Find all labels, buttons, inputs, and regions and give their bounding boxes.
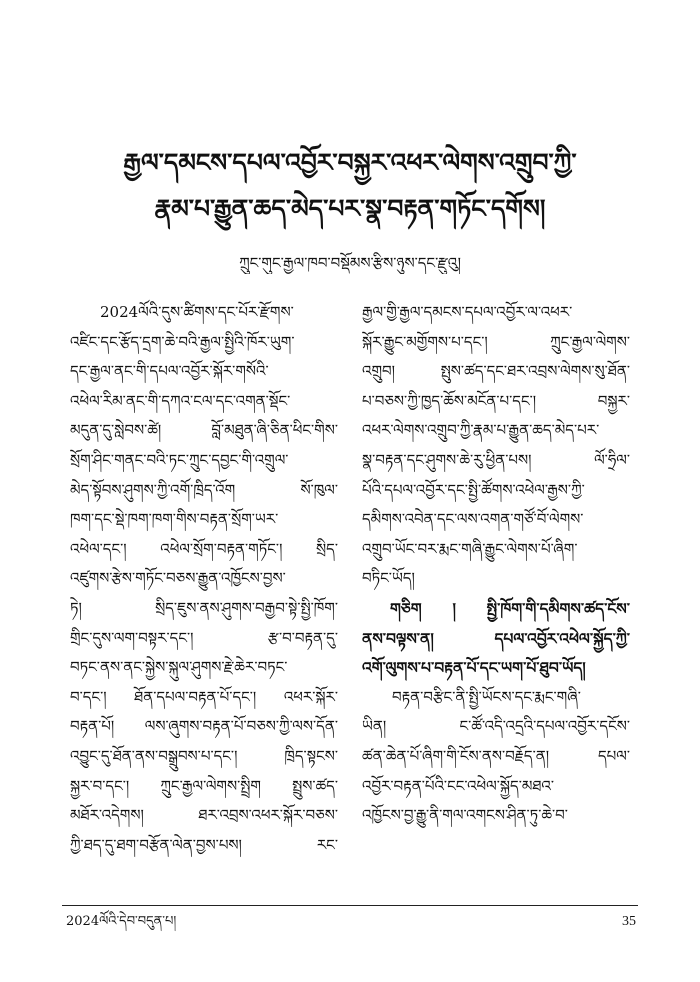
title-line-1: རྒྱལ་དམངས་དཔལ་འབྱོར་བསྐྱར་འཕར་ལེགས་འགྲུབ་ཀྱི་: [123, 148, 577, 177]
text-line: ཏེ། སྲིད་ཇུས་ནས་ཤུགས་བརྒྱབ་སྟེ་སྤྱི་ཁོག་: [70, 598, 338, 617]
text-line: དམིགས་འབེན་དང་ལས་འགན་གཙོ་བོ་ལེགས་: [362, 510, 584, 529]
text-line: བཏིང་ཡོད།: [362, 569, 415, 588]
text-line: ཀྱི་ཐད་དུ་ཐག་བརྩོན་ལེན་བྱས་པས། རང་: [70, 835, 338, 854]
text-line: དང་རྒྱལ་ནང་གི་དཔལ་འབྱོར་སྐོར་གསོའི་: [70, 362, 269, 381]
text-line: འགྲུབ། སྤུས་ཚད་དང་ཐར་འབྲས་ལེགས་སུ་ཐོན་: [362, 362, 630, 381]
right-paragraph-1: [362, 298, 630, 594]
footer-rule: [62, 905, 638, 906]
text-line: མེད་སྟོབས་ཤུགས་ཀྱི་འགོ་ཁྲིད་འོག སོ་ཁུལ་: [70, 480, 338, 499]
text-line: འཕེལ་དང་། འཕེལ་སྲོག་བརྟན་གཏོང་། སྲིད་: [70, 539, 338, 558]
right-paragraph-2: [362, 683, 630, 831]
text-line: ཡིན། ང་ཚོ་འདི་འདྲའི་དཔལ་འབྱོར་དངོས་: [362, 717, 630, 736]
text-line: མདུན་དུ་སླེབས་ཚེ། བློ་མཐུན་ཞི་ཅིན་ཕིང་གིས་: [70, 421, 338, 440]
article-author: ཀྲུང་གུང་རྒྱལ་ཁབ་བསྡོམས་རྩིས་ཉུས་དང་རྫུའུ།: [239, 254, 461, 272]
text-line: བཏང་ནས་ནང་སྐྱེས་སྐུལ་ཤུགས་རྗེ་ཆེར་བཏང་: [70, 658, 288, 677]
text-line: སྣ་བརྟན་དང་ཤུགས་ཆེ་རུ་ཕྱིན་པས། ལོ་ཧྲིལ་: [362, 450, 630, 469]
text-line: འཛིང་དང་རྩོད་དྲག་ཆེ་བའི་རྒྱལ་སྤྱིའི་ཁོར་ཡུག་: [70, 332, 295, 351]
text-line: 2024ལོའི་དུས་ཚིགས་དང་པོར་རྫོགས་: [100, 303, 294, 321]
title-line-2: རྣམ་པ་རྒྱུན་ཆད་མེད་པར་སྣ་བརྟན་གཏོང་དགོས།: [154, 194, 546, 223]
text-line: པ་བཅས་ཀྱི་ཁྱད་ཆོས་མངོན་པ་དང་། བསྐྱར་: [362, 391, 630, 410]
page-number: 35: [622, 914, 636, 929]
text-line: སྐོར་རྒྱུང་མགྱོགས་པ་དང་། ཀྲུང་རྒྱལ་ལེགས་: [362, 332, 630, 351]
text-line: ཁག་དང་སྡེ་ཁག་ཁག་གིས་བརྟན་སྲོག་ཡར་: [70, 510, 279, 529]
text-line: སྐྱར་བ་དང་། ཀྲུང་རྒྱལ་ལེགས་སྤྲིག སྤྲུས་ཚད་: [70, 776, 338, 795]
heading-line: གཅིག ། སྤྱི་ཁོག་གི་དམིགས་ཚད་ངོས་: [390, 598, 630, 618]
text-line: འཕེལ་རིམ་ནང་གི་དཀའ་ངལ་དང་འགན་སྡོང་: [70, 391, 291, 410]
text-line: རྒྱལ་གྱི་རྒྱལ་དམངས་དཔལ་འབྱོར་ལ་འཕར་: [362, 303, 573, 321]
text-line: འགྲུབ་ཡོང་བར་རྨང་གཞི་རྒྱུང་ལེགས་པོ་ཞིག་: [362, 539, 578, 558]
text-line: བ་དང་། ཐོན་དཔལ་བརྟན་པོ་དང་། འཕར་སྐོར་: [70, 687, 338, 706]
text-line: འཛུགས་རྩེས་གཏོང་བཅས་རྒྱུན་འཁྱོངས་བྱས་: [70, 569, 286, 588]
footer-issue: 2024ལོའི་དེབ་བདུན་པ།: [66, 914, 177, 929]
heading-line: ནས་བལྟས་ན། དཔལ་འབྱོར་འཕེལ་སྐྱོད་ཀྱི་: [362, 628, 630, 648]
text-line: བརྟན་པོ། ལས་ཞུགས་བརྟན་པོ་བཅས་ཀྱི་ལས་དོན་: [70, 717, 338, 736]
text-line: འབྱོར་བརྟན་པོའི་ངང་འཕེལ་སྐྱོད་མཐའ་: [362, 776, 555, 795]
left-column: [70, 298, 338, 860]
text-line: པོའི་དཔལ་འབྱོར་དང་སྤྱི་ཚོགས་འཕེལ་རྒྱས་ཀྱི་: [362, 480, 585, 499]
text-line: ཚན་ཆེན་པོ་ཞིག་གི་ངོས་ནས་བརྗོད་ན། དཔལ་: [362, 746, 630, 765]
article-title: [60, 140, 640, 232]
text-line: སྲོག་ཤིང་གནང་བའི་ཏང་ཀྲུང་དབྱང་གི་འགྲུལ་: [70, 450, 289, 469]
text-line: འཁྱོངས་བྱ་རྒྱུ་ནི་གལ་འགངས་ཤིན་ཏུ་ཆེ་བ་: [362, 806, 568, 825]
text-line: འཕར་ལེགས་འགྲུབ་ཀྱི་རྣམ་པ་རྒྱུན་ཆད་མེད་པར་: [362, 421, 600, 440]
text-line: འབྱུང་དུ་ཐོན་ནས་བསྒྲུབས་པ་དང་། ཁྲིད་སྟངས་: [70, 746, 338, 765]
right-column: [362, 298, 630, 831]
text-line: མཐོར་འདེགས། ཐར་འབྲས་འཕར་སྐོར་བཅས་: [70, 806, 338, 825]
text-line: གྲིང་དུས་ལག་བསྟར་དང་། རྩ་བ་བརྟན་དུ་: [70, 628, 338, 647]
text-line: བརྟན་བརྩིང་ནི་སྤྱི་ཡོངས་དང་རྨང་གཞི་: [392, 687, 581, 706]
section-heading: [362, 594, 630, 683]
heading-line: འགོ་ལུགས་པ་བརྟན་པོ་དང་ཡག་པོ་ཐུབ་ཡོད།: [362, 658, 586, 678]
